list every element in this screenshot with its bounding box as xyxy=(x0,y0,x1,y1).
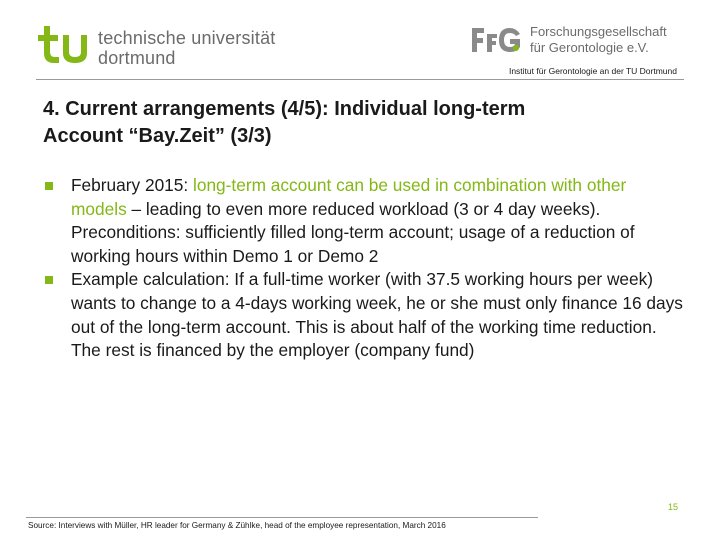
header-divider xyxy=(36,79,684,80)
slide-title-line2: Account “Bay.Zeit” (3/3) xyxy=(43,125,272,147)
slide-title xyxy=(43,96,683,150)
bullet-list xyxy=(43,174,683,363)
bullet-item-example-calculation xyxy=(43,268,683,362)
source-note: Source: Interviews with Müller, HR leader for Germany & Zühlke, head of the employee representation, March 2016 xyxy=(28,521,446,530)
ffg-logo xyxy=(470,24,685,60)
ffg-logo-line2: für Gerontologie e.V. xyxy=(530,40,649,55)
bullet-text-part3: – leading to even more reduced workload (3 or 4 day weeks). Preconditions: sufficiently filled long-term account; usage of a reduction of working hours within Demo 1 or Demo 2 xyxy=(71,198,635,266)
tu-dortmund-logo xyxy=(36,24,286,70)
square-bullet-icon xyxy=(45,276,53,284)
page-number: 15 xyxy=(667,502,678,512)
slide-title-line1: 4. Current arrangements (4/5): Individual long-term xyxy=(43,98,526,120)
bullet-text: Example calculation: If a full-time worker (with 37.5 working hours per week) wants to change to a 4-days working week, he or she must only finance 16 days out of the long-term account. This is about half of the working time reduction. The rest is financed by the employer (company fund) xyxy=(71,269,683,361)
ffg-logo-line1: Forschungsgesellschaft xyxy=(530,24,667,39)
bullet-item-february-2015 xyxy=(43,174,683,268)
tu-logo-line1: technische universität xyxy=(98,28,276,48)
ffg-logo-mark xyxy=(470,26,522,54)
tu-logo-line2: dortmund xyxy=(98,48,176,68)
tu-logo-mark xyxy=(36,24,94,64)
institute-name: Institut für Gerontologie an der TU Dortmund xyxy=(508,66,677,76)
footer-divider xyxy=(26,517,538,518)
bullet-text-part1: February 2015: xyxy=(71,175,193,195)
bullet-text-highlight: long-term account can be used in combination with other models xyxy=(71,175,627,219)
square-bullet-icon xyxy=(45,182,53,190)
